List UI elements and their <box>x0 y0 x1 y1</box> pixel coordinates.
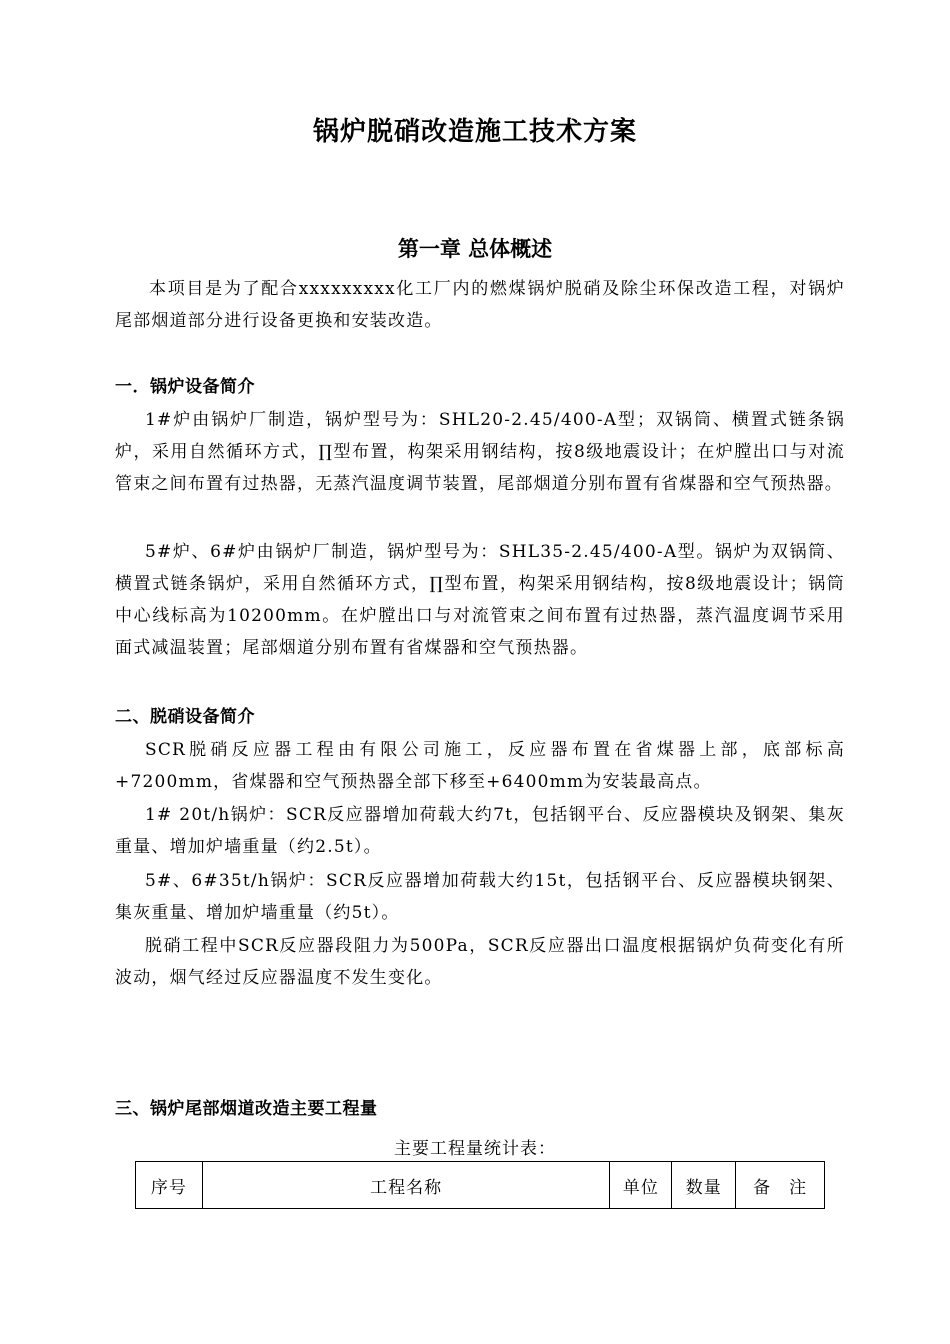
column-header-unit: 单位 <box>610 1162 672 1209</box>
chapter-title: 第一章 总体概述 <box>397 236 553 261</box>
column-header-index: 序号 <box>136 1162 203 1209</box>
document-title: 锅炉脱硝改造施工技术方案 <box>312 117 637 147</box>
quantity-table <box>135 1161 825 1209</box>
section2-paragraph-3: 5#、6#35t/h锅炉：SCR反应器增加荷载大约15t，包括钢平台、反应器模块钢架、集灰重量、增加炉墙重量（约5t）。 <box>115 871 845 923</box>
section2-paragraph-4: 脱硝工程中SCR反应器段阻力为500Pa，SCR反应器出口温度根据锅炉负荷变化有所波动，烟气经过反应器温度不发生变化。 <box>115 936 845 988</box>
table-caption: 主要工程量统计表： <box>394 1139 556 1159</box>
column-header-remarks: 备 注 <box>736 1162 825 1209</box>
section2-paragraph-2: 1# 20t/h锅炉：SCR反应器增加荷载大约7t，包括钢平台、反应器模块及钢架、集灰重量、增加炉墙重量（约2.5t）。 <box>115 805 845 857</box>
section1-heading: 一．锅炉设备简介 <box>115 377 255 397</box>
section1-paragraph-2: 5#炉、6#炉由锅炉厂制造，锅炉型号为：SHL35-2.45/400-A型。锅炉为双锅筒、横置式链条锅炉，采用自然循环方式，∏型布置，构架采用钢结构，按8级地震设计；锅筒中心线标高为10200mm。在炉膛出口与对流管束之间布置有过热器，蒸汽温度调节采用面式减温装置；尾部烟道分别布置有省煤器和空气预热器。 <box>115 542 845 658</box>
section2-paragraph-1: SCR脱硝反应器工程由有限公司施工，反应器布置在省煤器上部，底部标高+7200mm，省煤器和空气预热器全部下移至+6400mm为安装最高点。 <box>115 740 845 792</box>
section2-heading: 二、脱硝设备简介 <box>115 707 255 727</box>
column-header-quantity: 数量 <box>672 1162 736 1209</box>
section3-heading: 三、锅炉尾部烟道改造主要工程量 <box>115 1099 378 1119</box>
section1-paragraph-1: 1#炉由锅炉厂制造，锅炉型号为：SHL20-2.45/400-A型；双锅筒、横置式链条锅炉，采用自然循环方式，∏型布置，构架采用钢结构，按8级地震设计；在炉膛出口与对流管束之间布置有过热器，无蒸汽温度调节装置，尾部烟道分别布置有省煤器和空气预热器。 <box>115 410 845 494</box>
intro-paragraph: 本项目是为了配合xxxxxxxxx化工厂内的燃煤锅炉脱硝及除尘环保改造工程，对锅炉尾部烟道部分进行设备更换和安装改造。 <box>115 279 845 331</box>
table-header-row <box>136 1162 825 1209</box>
column-header-name: 工程名称 <box>202 1162 610 1209</box>
